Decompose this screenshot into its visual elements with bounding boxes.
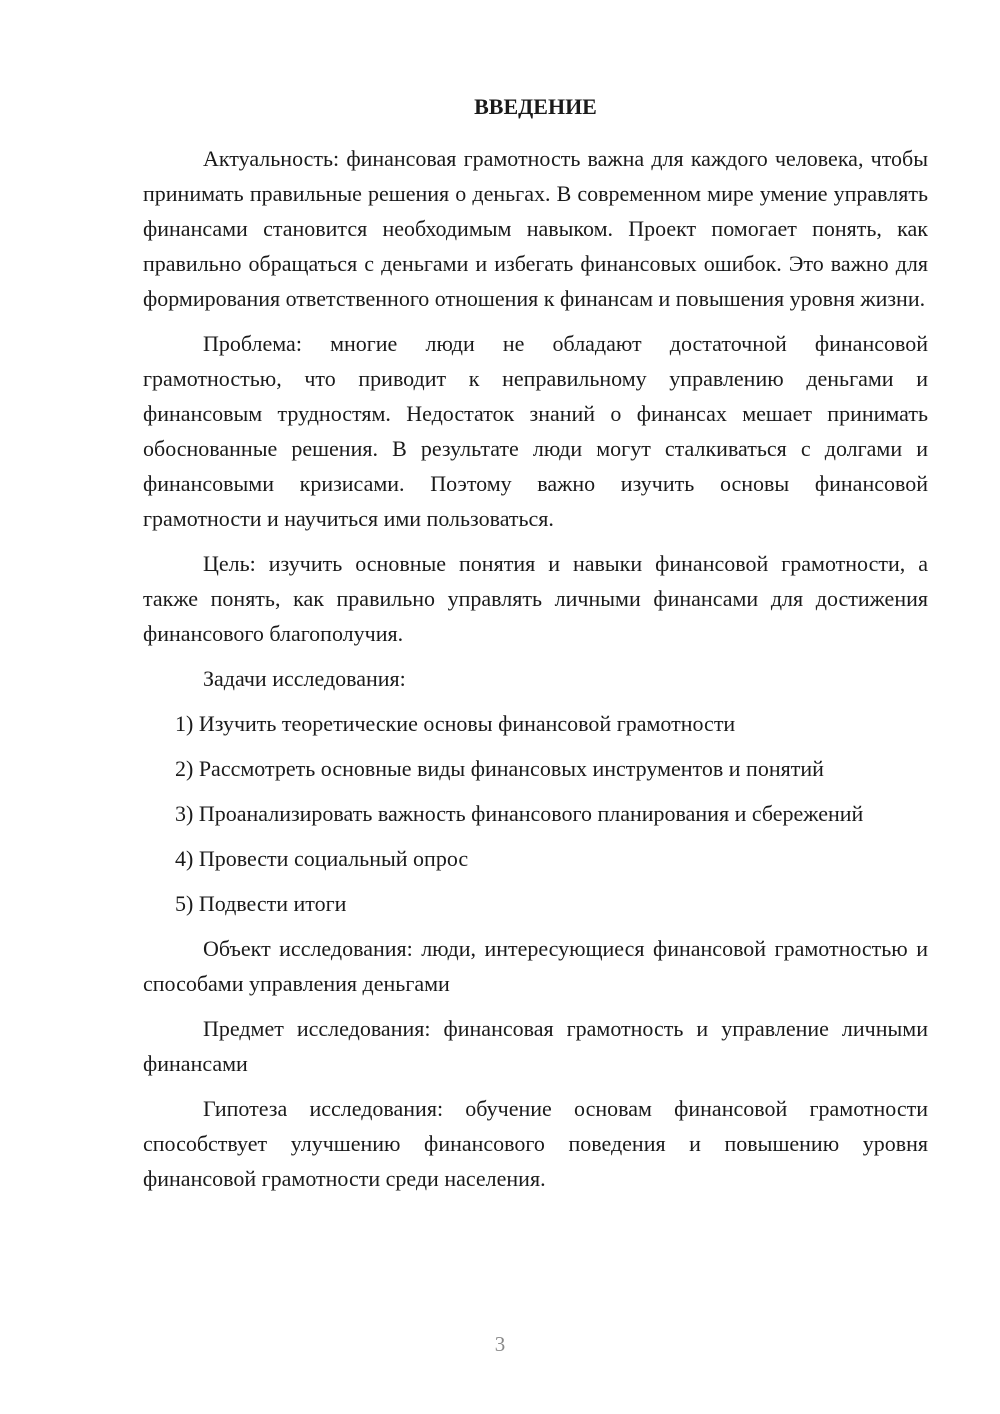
task-item-1: 1) Изучить теоретические основы финансовой грамотности (175, 711, 736, 736)
task-item-4: 4) Провести социальный опрос (175, 846, 469, 871)
page-number: 3 (494, 1332, 506, 1356)
hypothesis-paragraph: Гипотеза исследования: обучение основам финансовой грамотности способствует улучшению финансового поведения и повышению уровня финансовой грамотности среди населения. (143, 1096, 928, 1191)
document-page (143, 92, 928, 1206)
subject-paragraph: Предмет исследования: финансовая грамотность и управление личными финансами (143, 1016, 928, 1076)
task-item-5: 5) Подвести итоги (175, 891, 347, 916)
relevance-paragraph: Актуальность: финансовая грамотность важна для каждого человека, чтобы принимать правильные решения о деньгах. В современном мире умение управлять финансами становится необходимым навыком. Проект помогает понять, как правильно обращаться с деньгами и избегать финансовых ошибок. Это важно для формирования ответственного отношения к финансам и повышения уровня жизни. (143, 146, 928, 311)
object-paragraph: Объект исследования: люди, интересующиеся финансовой грамотностью и способами управления деньгами (143, 936, 928, 996)
page-title: ВВЕДЕНИЕ (474, 94, 597, 119)
task-item-2: 2) Рассмотреть основные виды финансовых инструментов и понятий (175, 756, 824, 781)
problem-paragraph: Проблема: многие люди не обладают достаточной финансовой грамотностью, что приводит к неправильному управлению деньгами и финансовым трудностям. Недостаток знаний о финансах мешает принимать обоснованные решения. В результате люди могут сталкиваться с долгами и финансовыми кризисами. Поэтому важно изучить основы финансовой грамотности и научиться ими пользоваться. (143, 331, 928, 531)
goal-paragraph: Цель: изучить основные понятия и навыки финансовой грамотности, а также понять, как правильно управлять личными финансами для достижения финансового благополучия. (143, 551, 928, 646)
task-item-3: 3) Проанализировать важность финансового планирования и сбережений (175, 801, 864, 826)
tasks-heading: Задачи исследования: (203, 666, 406, 691)
